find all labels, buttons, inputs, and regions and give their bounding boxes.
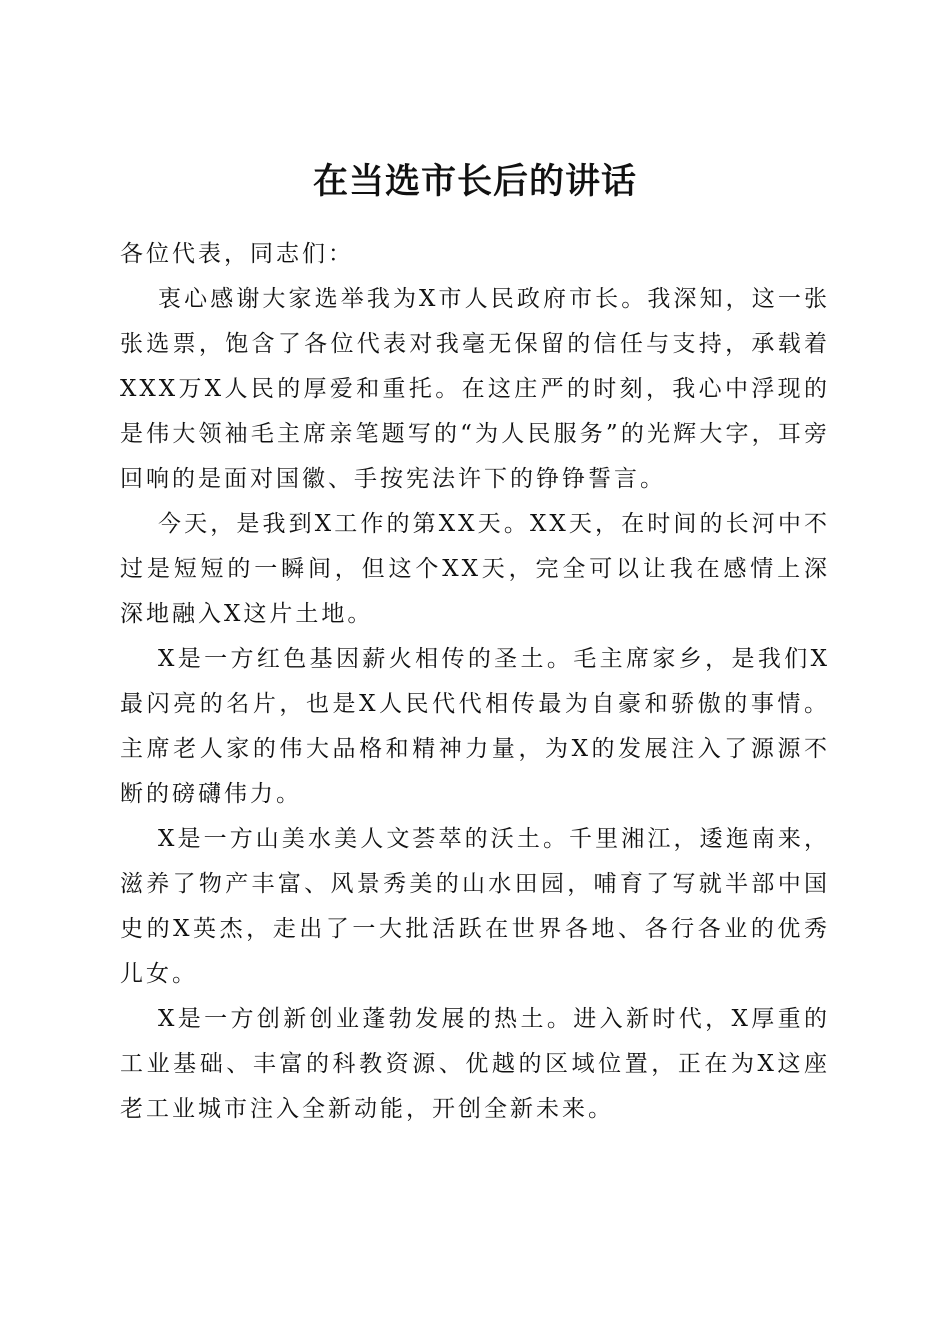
paragraph-3: X是一方红色基因薪火相传的圣土。毛主席家乡，是我们X最闪亮的名片，也是X人民代代相传最为自豪和骄傲的事情。主席老人家的伟大品格和精神力量，为X的发展注入了源源不断的磅礴伟力。: [120, 646, 830, 807]
document-body: [120, 232, 830, 1132]
paragraph-4: X是一方山美水美人文荟萃的沃土。千里湘江，逶迤南来，滋养了物产丰富、风景秀美的山水田园，哺育了写就半部中国史的X英杰，走出了一大批活跃在世界各地、各行各业的优秀儿女。: [120, 826, 830, 987]
document-title: 在当选市长后的讲话: [312, 161, 637, 203]
greeting: 各位代表，同志们：: [120, 241, 354, 267]
paragraph-5: X是一方创新创业蓬勃发展的热土。进入新时代，X厚重的工业基础、丰富的科教资源、优越的区域位置，正在为X这座老工业城市注入全新动能，开创全新未来。: [120, 1006, 830, 1122]
paragraph-2: 今天，是我到X工作的第XX天。XX天，在时间的长河中不过是短短的一瞬间，但这个XX天，完全可以让我在感情上深深地融入X这片土地。: [120, 511, 830, 627]
paragraph-1: 衷心感谢大家选举我为X市人民政府市长。我深知，这一张张选票，饱含了各位代表对我毫无保留的信任与支持，承载着XXX万X人民的厚爱和重托。在这庄严的时刻，我心中浮现的是伟大领袖毛主席亲笔题写的“为人民服务”的光辉大字，耳旁回响的是面对国徽、手按宪法许下的铮铮誓言。: [120, 286, 830, 492]
